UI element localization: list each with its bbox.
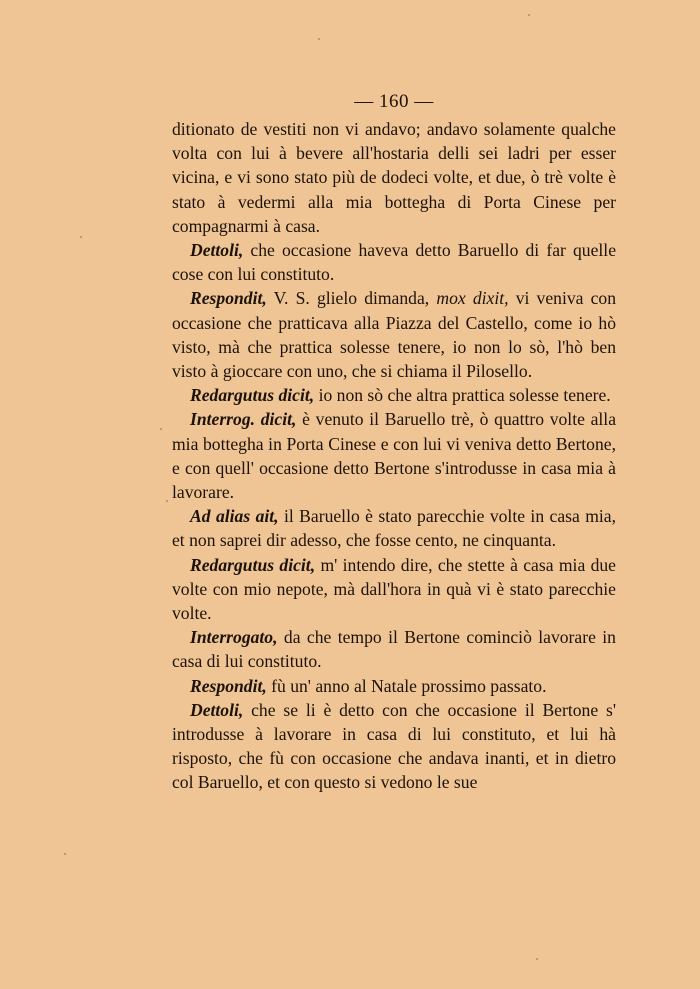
paper-speck (64, 853, 66, 855)
paragraph-lead: Redargutus dicit, (190, 385, 315, 406)
paragraph-dettoli-2 (172, 698, 616, 795)
paragraph-redargutus (172, 383, 616, 407)
paragraph-text: che occasione haveva detto Baruello di far quelle cose con lui constituto. (172, 240, 617, 285)
paragraph-text: fù un' anno al Natale prossimo passato. (271, 675, 547, 696)
latin-phrase: mox dixit, (436, 288, 509, 309)
paragraph-lead: Respondit, (190, 675, 267, 696)
paragraph-redargutus-2 (172, 553, 616, 626)
paragraph-respondit-2 (172, 674, 616, 698)
paragraph-text: m' intendo dire, che stette à casa mia due volte con mio nepote, mà dall'hora in quà vi è stato parecchie volte. (172, 554, 616, 624)
paragraph-text: vi veniva con occasione che pratticava alla Piazza del Castello, come io hò visto, mà che prattica solesse tenere, io non lo sò, l'hò ben visto à gioccare con uno, che si chiama il Pilosello. (172, 288, 617, 382)
paragraph-text: V. S. glielo dimanda, (273, 288, 430, 309)
paper-speck (166, 500, 168, 502)
paper-speck (536, 958, 538, 960)
paragraph-respondit (172, 286, 616, 383)
paper-speck (160, 428, 162, 430)
paragraph-dettoli (172, 238, 616, 286)
paragraph-lead: Interrogato, (190, 627, 278, 648)
paragraph-lead: Respondit, (190, 288, 267, 309)
paper-speck (318, 38, 320, 40)
paragraph-text: da che tempo il Bertone cominciò lavorare in casa di lui constituto. (172, 627, 616, 672)
paper-speck (528, 14, 530, 16)
page-number: — 160 — (354, 91, 434, 112)
paragraph-text: io non sò che altra prattica solesse tenere. (318, 385, 611, 406)
book-page (172, 88, 616, 795)
paragraph-lead: Dettoli, (190, 699, 244, 720)
paragraph-text: è venuto il Baruello trè, ò quattro volte alla mia bottegha in Porta Cinese e con lui vi veniva detto Bertone, e con quell' occasione detto Bertone s'introdusse in casa mia à lavorare. (172, 409, 616, 503)
paragraph-continuation (172, 117, 616, 238)
paragraph-ad-alias (172, 504, 616, 552)
paragraph-interrogato (172, 625, 616, 673)
paragraph-lead: Ad alias ait, (190, 506, 279, 527)
paper-speck (80, 236, 82, 238)
paragraph-lead: Interrog. dicit, (190, 409, 297, 430)
paragraph-lead: Dettoli, (190, 240, 244, 261)
paragraph-text: ditionato de vestiti non vi andavo; andavo solamente qualche volta con lui à bevere all'hostaria delli sei ladri per esser vicina, e vi sono stato più de dodeci volte, et due, ò trè volte è stato à vedermi alla mia bottegha di Porta Cinese per compagnarmi à casa. (172, 119, 616, 236)
paragraph-text: che se li è detto con che occasione il Bertone s' introdusse à lavorare in casa di lui constituto, et lui hà risposto, che fù con occasione che andava inanti, et in dietro col Baruello, et con questo si vedono le sue (172, 699, 616, 793)
paragraph-lead: Redargutus dicit, (190, 554, 316, 575)
paragraph-interrog (172, 407, 616, 504)
paragraph-text: il Baruello è stato parecchie volte in casa mia, et non saprei dir adesso, che fosse cento, ne cinquanta. (172, 506, 616, 551)
